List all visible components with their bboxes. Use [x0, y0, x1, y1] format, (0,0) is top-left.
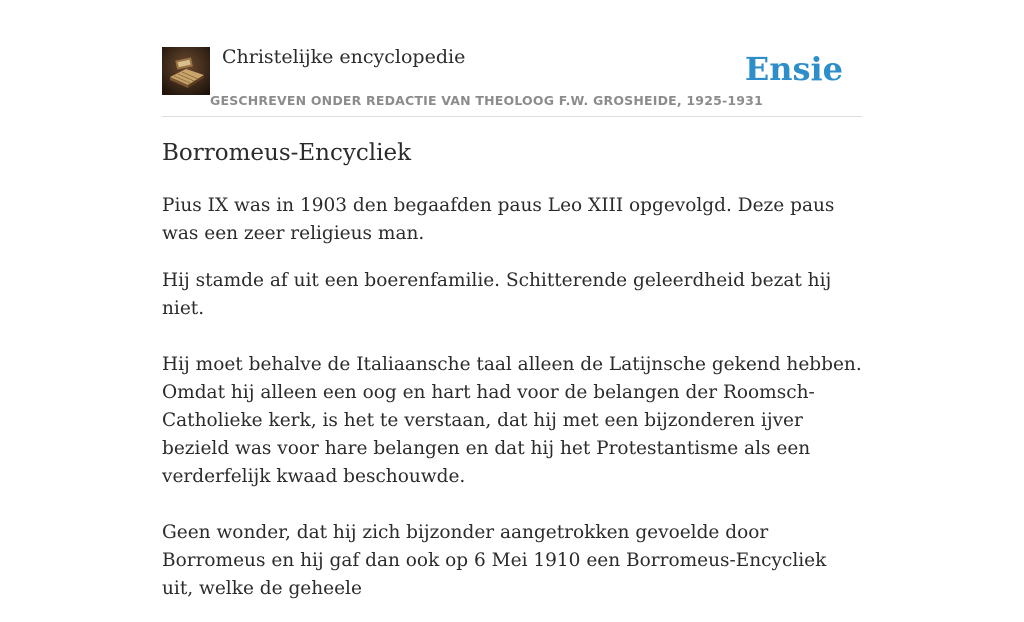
article-paragraph: Pius IX was in 1903 den begaafden paus Leo XIII opgevolgd. Deze paus was een zeer religieus man. [162, 195, 835, 244]
page [162, 0, 862, 599]
ensie-logo-link[interactable]: Ensie [744, 50, 843, 88]
article-body [162, 192, 862, 622]
article-paragraph: Hij stamde af uit een boerenfamilie. Schitterende geleerdheid bezat hij niet. [162, 270, 832, 319]
site-subtitle: GESCHREVEN ONDER REDACTIE VAN THEOLOOG F.W. GROSHEIDE, 1925-1931 [210, 93, 763, 108]
book-photo-icon [162, 47, 210, 95]
article-paragraph: Hij moet behalve de Italiaansche taal alleen de Latijnsche gekend hebben. Omdat hij alleen een oog en hart had voor de belangen der Roomsch-Catholieke kerk, is het te verstaan, dat hij met een bijzonderen ijver bezield was voor hare belangen en dat hij het Protestantisme als een verderfelijk kwaad beschouwde. [162, 354, 862, 487]
encyclopedia-avatar[interactable] [162, 47, 210, 95]
article-title: Borromeus-Encycliek [162, 140, 412, 166]
article-paragraph: Geen wonder, dat hij zich bijzonder aangetrokken gevoelde door Borromeus en hij gaf dan ook op 6 Mei 1910 een Borromeus-Encycliek uit, welke de geheele [162, 522, 827, 599]
site-header [162, 0, 862, 117]
site-title[interactable]: Christelijke encyclopedie [222, 46, 466, 68]
